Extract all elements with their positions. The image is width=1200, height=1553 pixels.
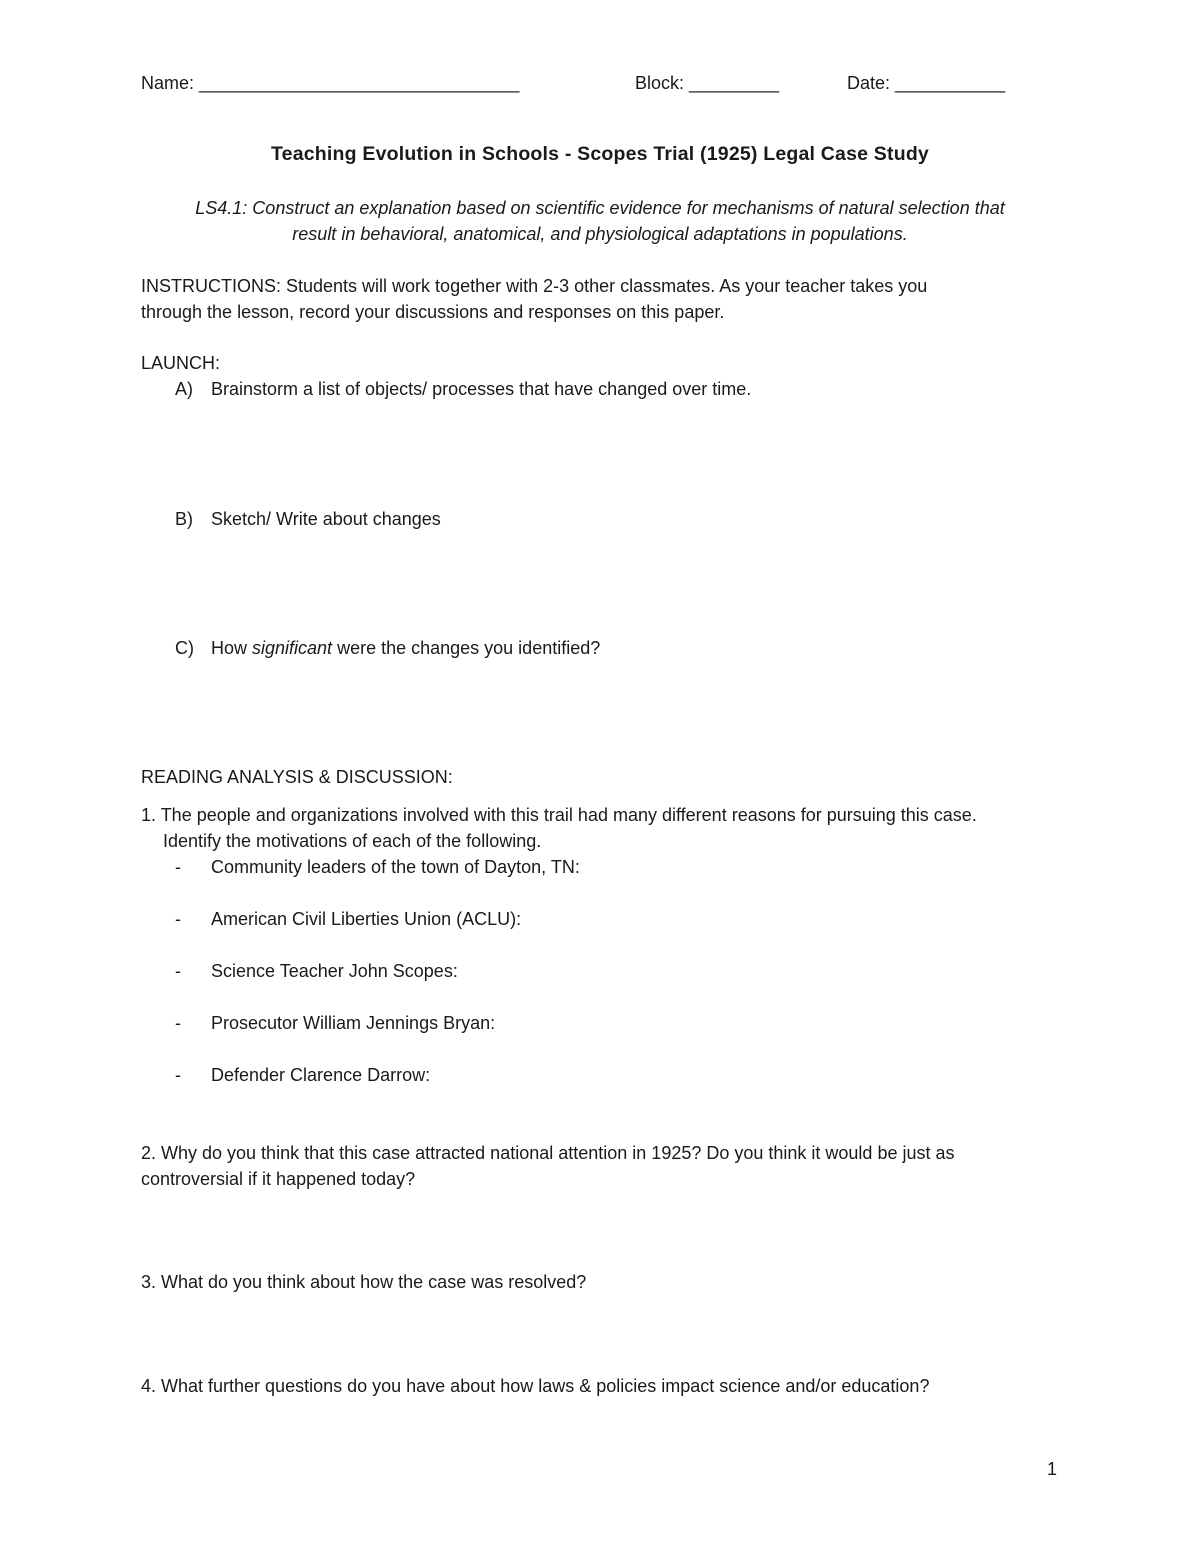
date-blank: ___________	[895, 73, 1006, 93]
name-label: Name:	[141, 73, 195, 93]
question-1-line-2: Identify the motivations of each of the following.	[163, 831, 542, 851]
launch-item-text	[211, 635, 600, 661]
bullet-text: Defender Clarence Darrow:	[211, 1065, 431, 1085]
standard-line-1: LS4.1: Construct an explanation based on scientific evidence for mechanisms of natural selection that	[195, 198, 1005, 218]
text-before: How	[211, 638, 253, 658]
launch-item-a	[0, 376, 1200, 402]
name-blank: ________________________________	[199, 73, 520, 93]
header-fields	[141, 70, 1051, 98]
question-2-line-1: 2. Why do you think that this case attracted national attention in 1925? Do you think it would be just as	[141, 1143, 955, 1163]
bullet-dash: -	[175, 857, 181, 877]
question-1-line-1: 1. The people and organizations involved with this trail had many different reasons for pursuing this case.	[141, 805, 977, 825]
text-after: were the changes you identified?	[332, 638, 601, 658]
standard-statement	[120, 195, 1080, 247]
reading-heading: READING ANALYSIS & DISCUSSION:	[141, 767, 453, 787]
bullet-dash: -	[175, 1065, 181, 1085]
bullet-text: Prosecutor William Jennings Bryan:	[211, 1013, 496, 1033]
launch-item-text: Sketch/ Write about changes	[211, 509, 441, 529]
block-label: Block:	[635, 73, 685, 93]
list-item	[0, 1062, 1200, 1088]
block-blank: _________	[689, 73, 780, 93]
question-2-line-2: controversial if it happened today?	[141, 1169, 416, 1189]
question-4: 4. What further questions do you have about how laws & policies impact science and/or education?	[141, 1376, 930, 1396]
bullet-text: Science Teacher John Scopes:	[211, 961, 458, 981]
list-item	[0, 854, 1200, 880]
list-item	[0, 906, 1200, 932]
instructions	[141, 273, 1061, 325]
launch-item-letter: A)	[175, 379, 193, 399]
question-2	[141, 1140, 1081, 1192]
emphasis-text: significant	[252, 638, 333, 658]
bullet-text: American Civil Liberties Union (ACLU):	[211, 909, 522, 929]
bullet-dash: -	[175, 909, 181, 929]
standard-line-2: result in behavioral, anatomical, and physiological adaptations in populations.	[292, 224, 908, 244]
document-title: Teaching Evolution in Schools - Scopes Trial (1925) Legal Case Study	[271, 143, 929, 165]
list-item	[0, 1010, 1200, 1036]
question-3: 3. What do you think about how the case was resolved?	[141, 1272, 587, 1292]
instructions-line-1: INSTRUCTIONS: Students will work together with 2-3 other classmates. As your teacher takes you	[141, 276, 928, 296]
page-number: 1	[1047, 1459, 1058, 1479]
instructions-line-2: through the lesson, record your discussions and responses on this paper.	[141, 302, 725, 322]
launch-heading: LAUNCH:	[141, 353, 221, 373]
name-field	[141, 70, 519, 96]
launch-item-c	[0, 635, 1200, 661]
bullet-text: Community leaders of the town of Dayton, TN:	[211, 857, 580, 877]
list-item	[0, 958, 1200, 984]
launch-item-b	[0, 506, 1200, 532]
question-1	[141, 802, 1081, 854]
launch-item-letter: C)	[175, 638, 194, 658]
block-field	[635, 70, 779, 96]
launch-item-text: Brainstorm a list of objects/ processes that have changed over time.	[211, 379, 752, 399]
bullet-dash: -	[175, 961, 181, 981]
bullet-dash: -	[175, 1013, 181, 1033]
date-field	[847, 70, 1005, 96]
date-label: Date:	[847, 73, 891, 93]
launch-item-letter: B)	[175, 509, 193, 529]
